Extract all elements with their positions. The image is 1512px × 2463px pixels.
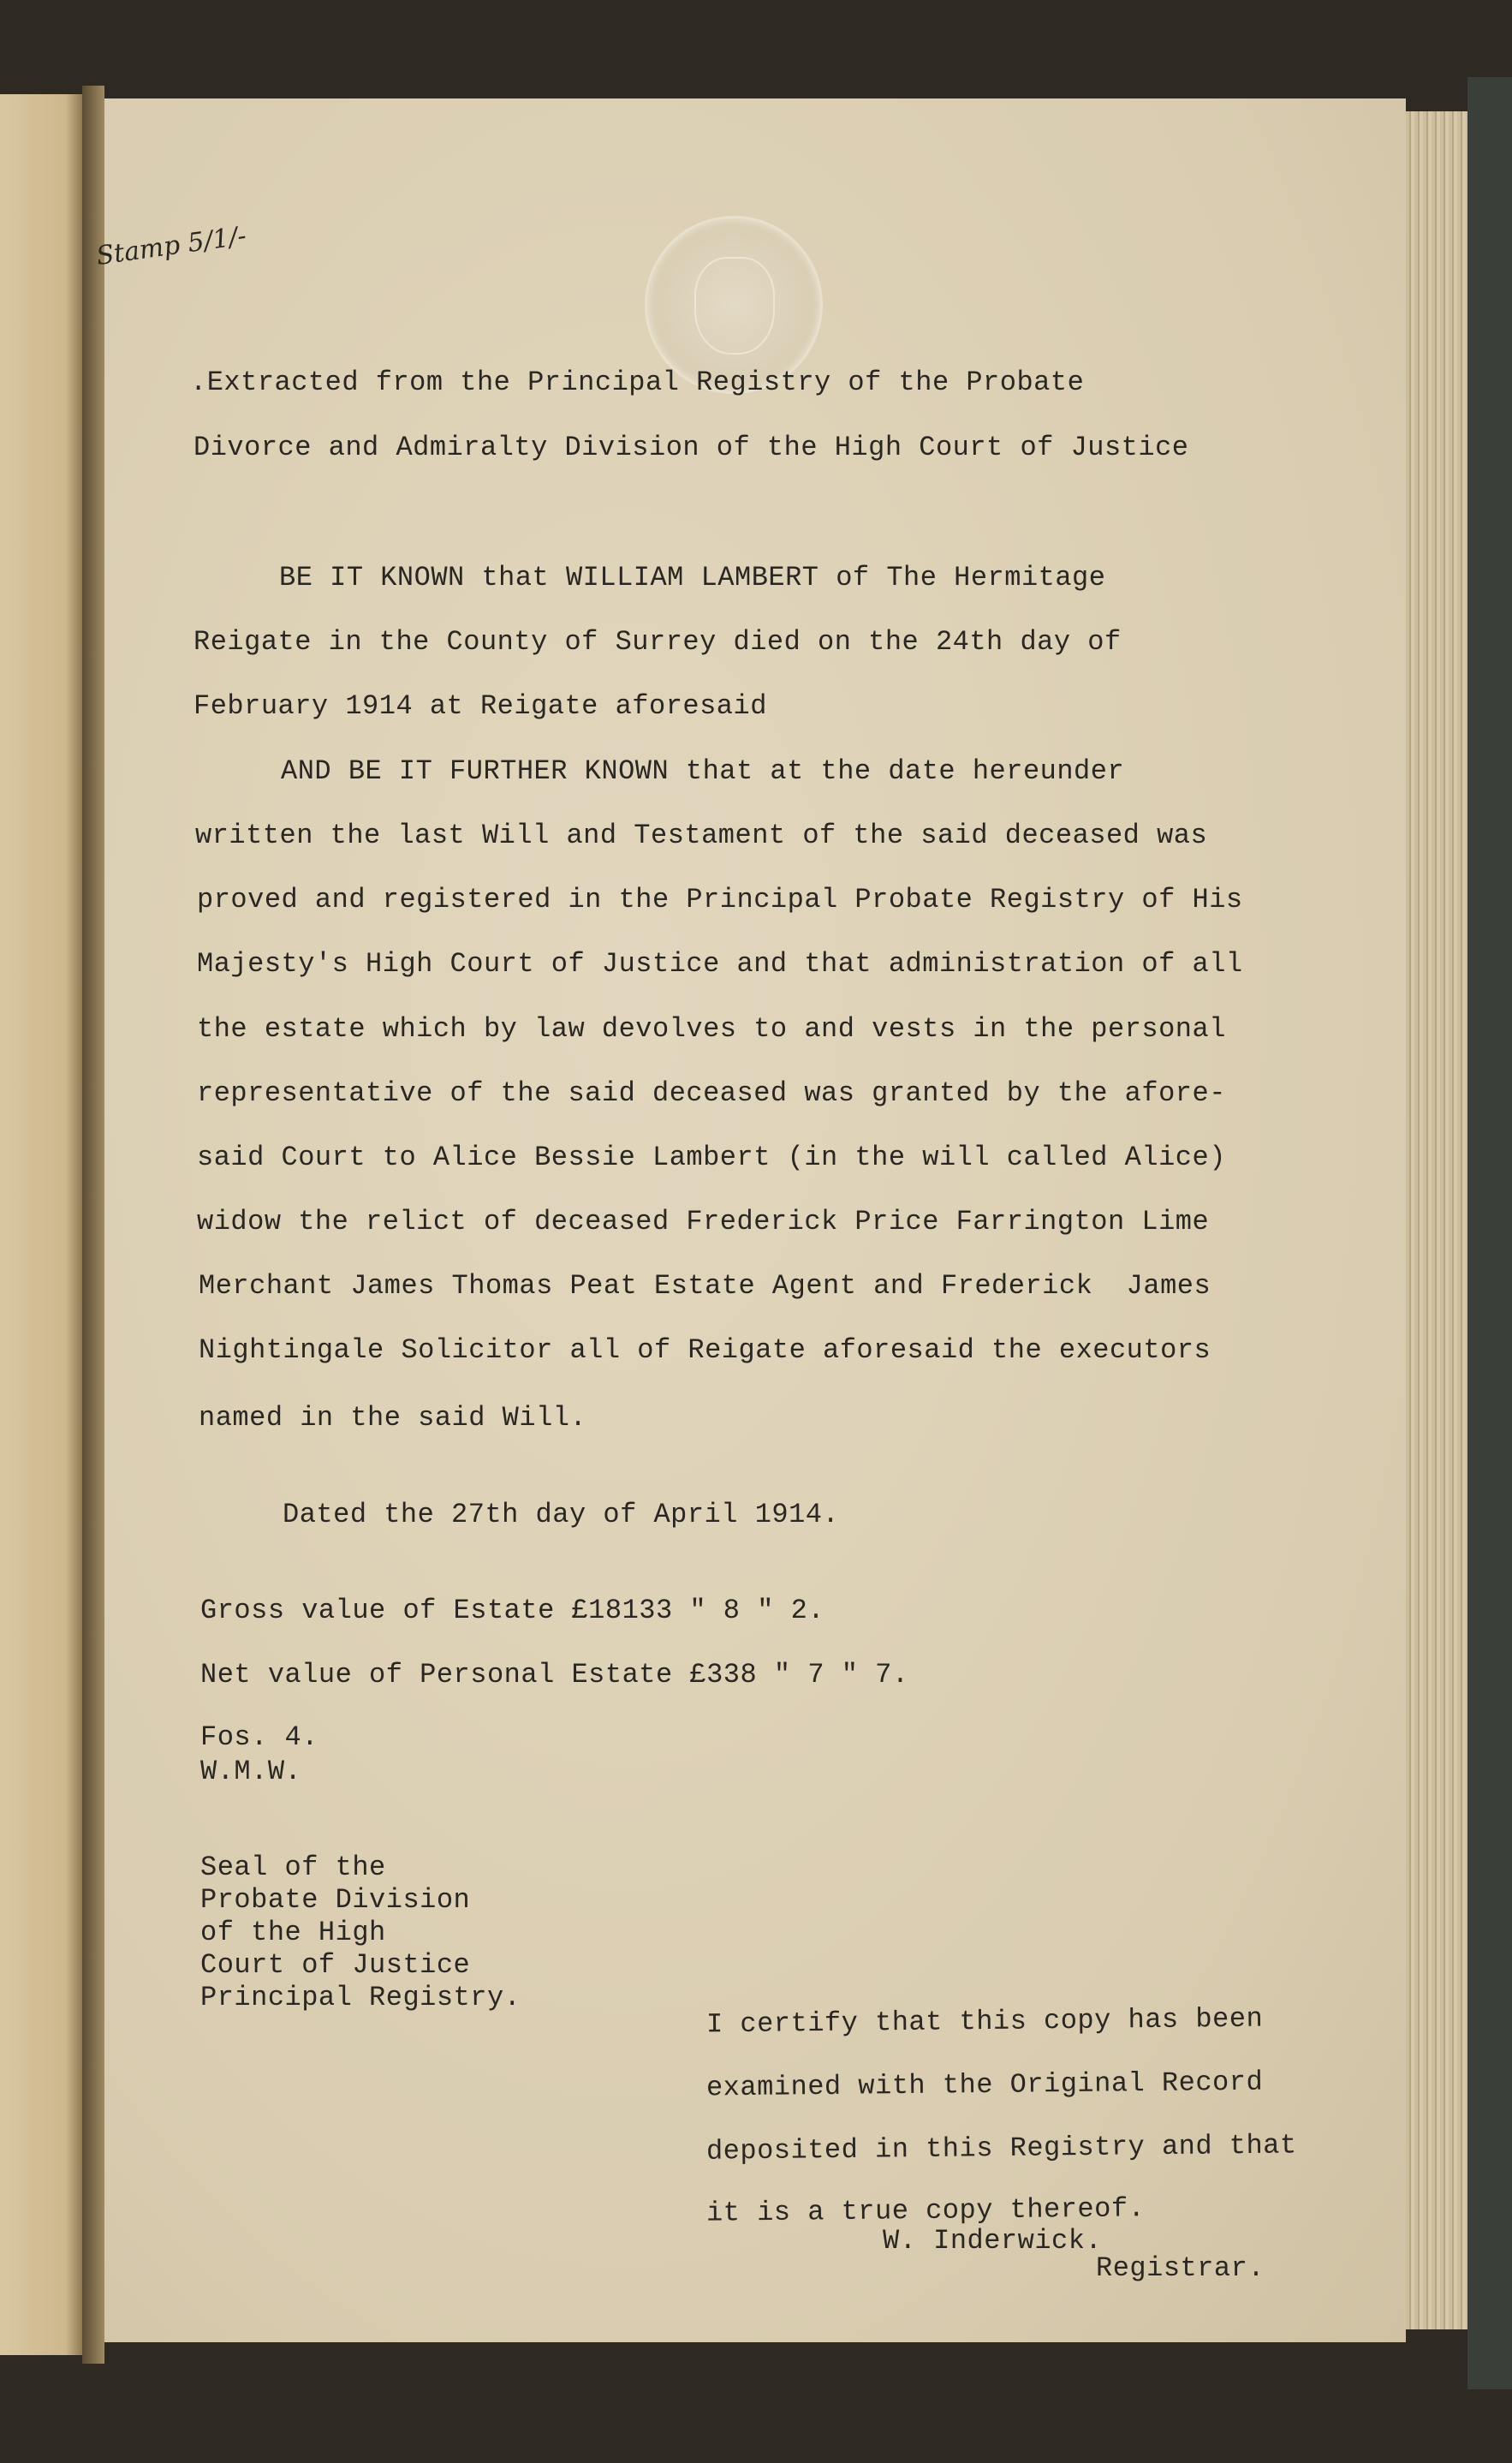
header-line: .Extracted from the Principal Registry of the Probate — [190, 367, 1085, 398]
body-line: February 1914 at Reigate aforesaid — [193, 690, 767, 722]
header-line: Divorce and Admiralty Division of the High Court of Justice — [193, 432, 1189, 463]
signatory-title: Registrar. — [1096, 2252, 1265, 2284]
body-line: representative of the said deceased was granted by the afore- — [197, 1077, 1226, 1109]
dated-line: Dated the 27th day of April 1914. — [283, 1499, 840, 1530]
seal-caption-line: of the High — [200, 1917, 386, 1948]
body-line: Reigate in the County of Surrey died on the 24th day of — [193, 626, 1122, 658]
body-line: BE IT KNOWN that WILLIAM LAMBERT of The Hermitage — [279, 562, 1106, 593]
seal-caption-line: Principal Registry. — [200, 1982, 521, 2013]
body-line: named in the said Will. — [199, 1402, 587, 1434]
certificate-line: it is a true copy thereof. — [705, 2192, 1146, 2229]
folios-line: Fos. 4. — [200, 1721, 318, 1753]
body-line: Merchant James Thomas Peat Estate Agent and Frederick James — [199, 1270, 1211, 1302]
initials-line: W.M.W. — [200, 1756, 302, 1787]
handwritten-stamp-note: Stamp 5/1/- — [94, 220, 248, 272]
seal-caption-line: Seal of the — [200, 1852, 386, 1883]
body-line: the estate which by law devolves to and vests in the personal — [197, 1013, 1226, 1045]
certificate-line: I certify that this copy has been — [705, 2002, 1264, 2041]
seal-caption-line: Court of Justice — [200, 1949, 471, 1981]
net-value-line: Net value of Personal Estate £338 " 7 " 7. — [200, 1659, 909, 1691]
certificate-line: examined with the Original Record — [705, 2066, 1264, 2104]
body-line: Nightingale Solicitor all of Reigate aforesaid the executors — [199, 1334, 1211, 1366]
body-line: AND BE IT FURTHER KNOWN that at the date hereunder — [281, 755, 1125, 787]
book-gutter — [82, 86, 104, 2364]
body-line: Majesty's High Court of Justice and that administration of all — [197, 948, 1243, 980]
page-edges — [1406, 111, 1467, 2329]
body-line: written the last Will and Testament of the said deceased was — [195, 820, 1208, 851]
body-line: widow the relict of deceased Frederick Price Farrington Lime — [197, 1206, 1210, 1237]
signatory-name: W. Inderwick. — [883, 2225, 1103, 2257]
certificate-line: deposited in this Registry and that — [705, 2129, 1297, 2168]
gross-value-line: Gross value of Estate £18133 " 8 " 2. — [200, 1595, 825, 1626]
body-line: proved and registered in the Principal Probate Registry of His — [197, 884, 1243, 915]
seal-caption-line: Probate Division — [200, 1884, 471, 1916]
book-cover — [1467, 77, 1512, 2389]
left-facing-page — [0, 94, 82, 2355]
body-line: said Court to Alice Bessie Lambert (in the will called Alice) — [197, 1142, 1226, 1173]
